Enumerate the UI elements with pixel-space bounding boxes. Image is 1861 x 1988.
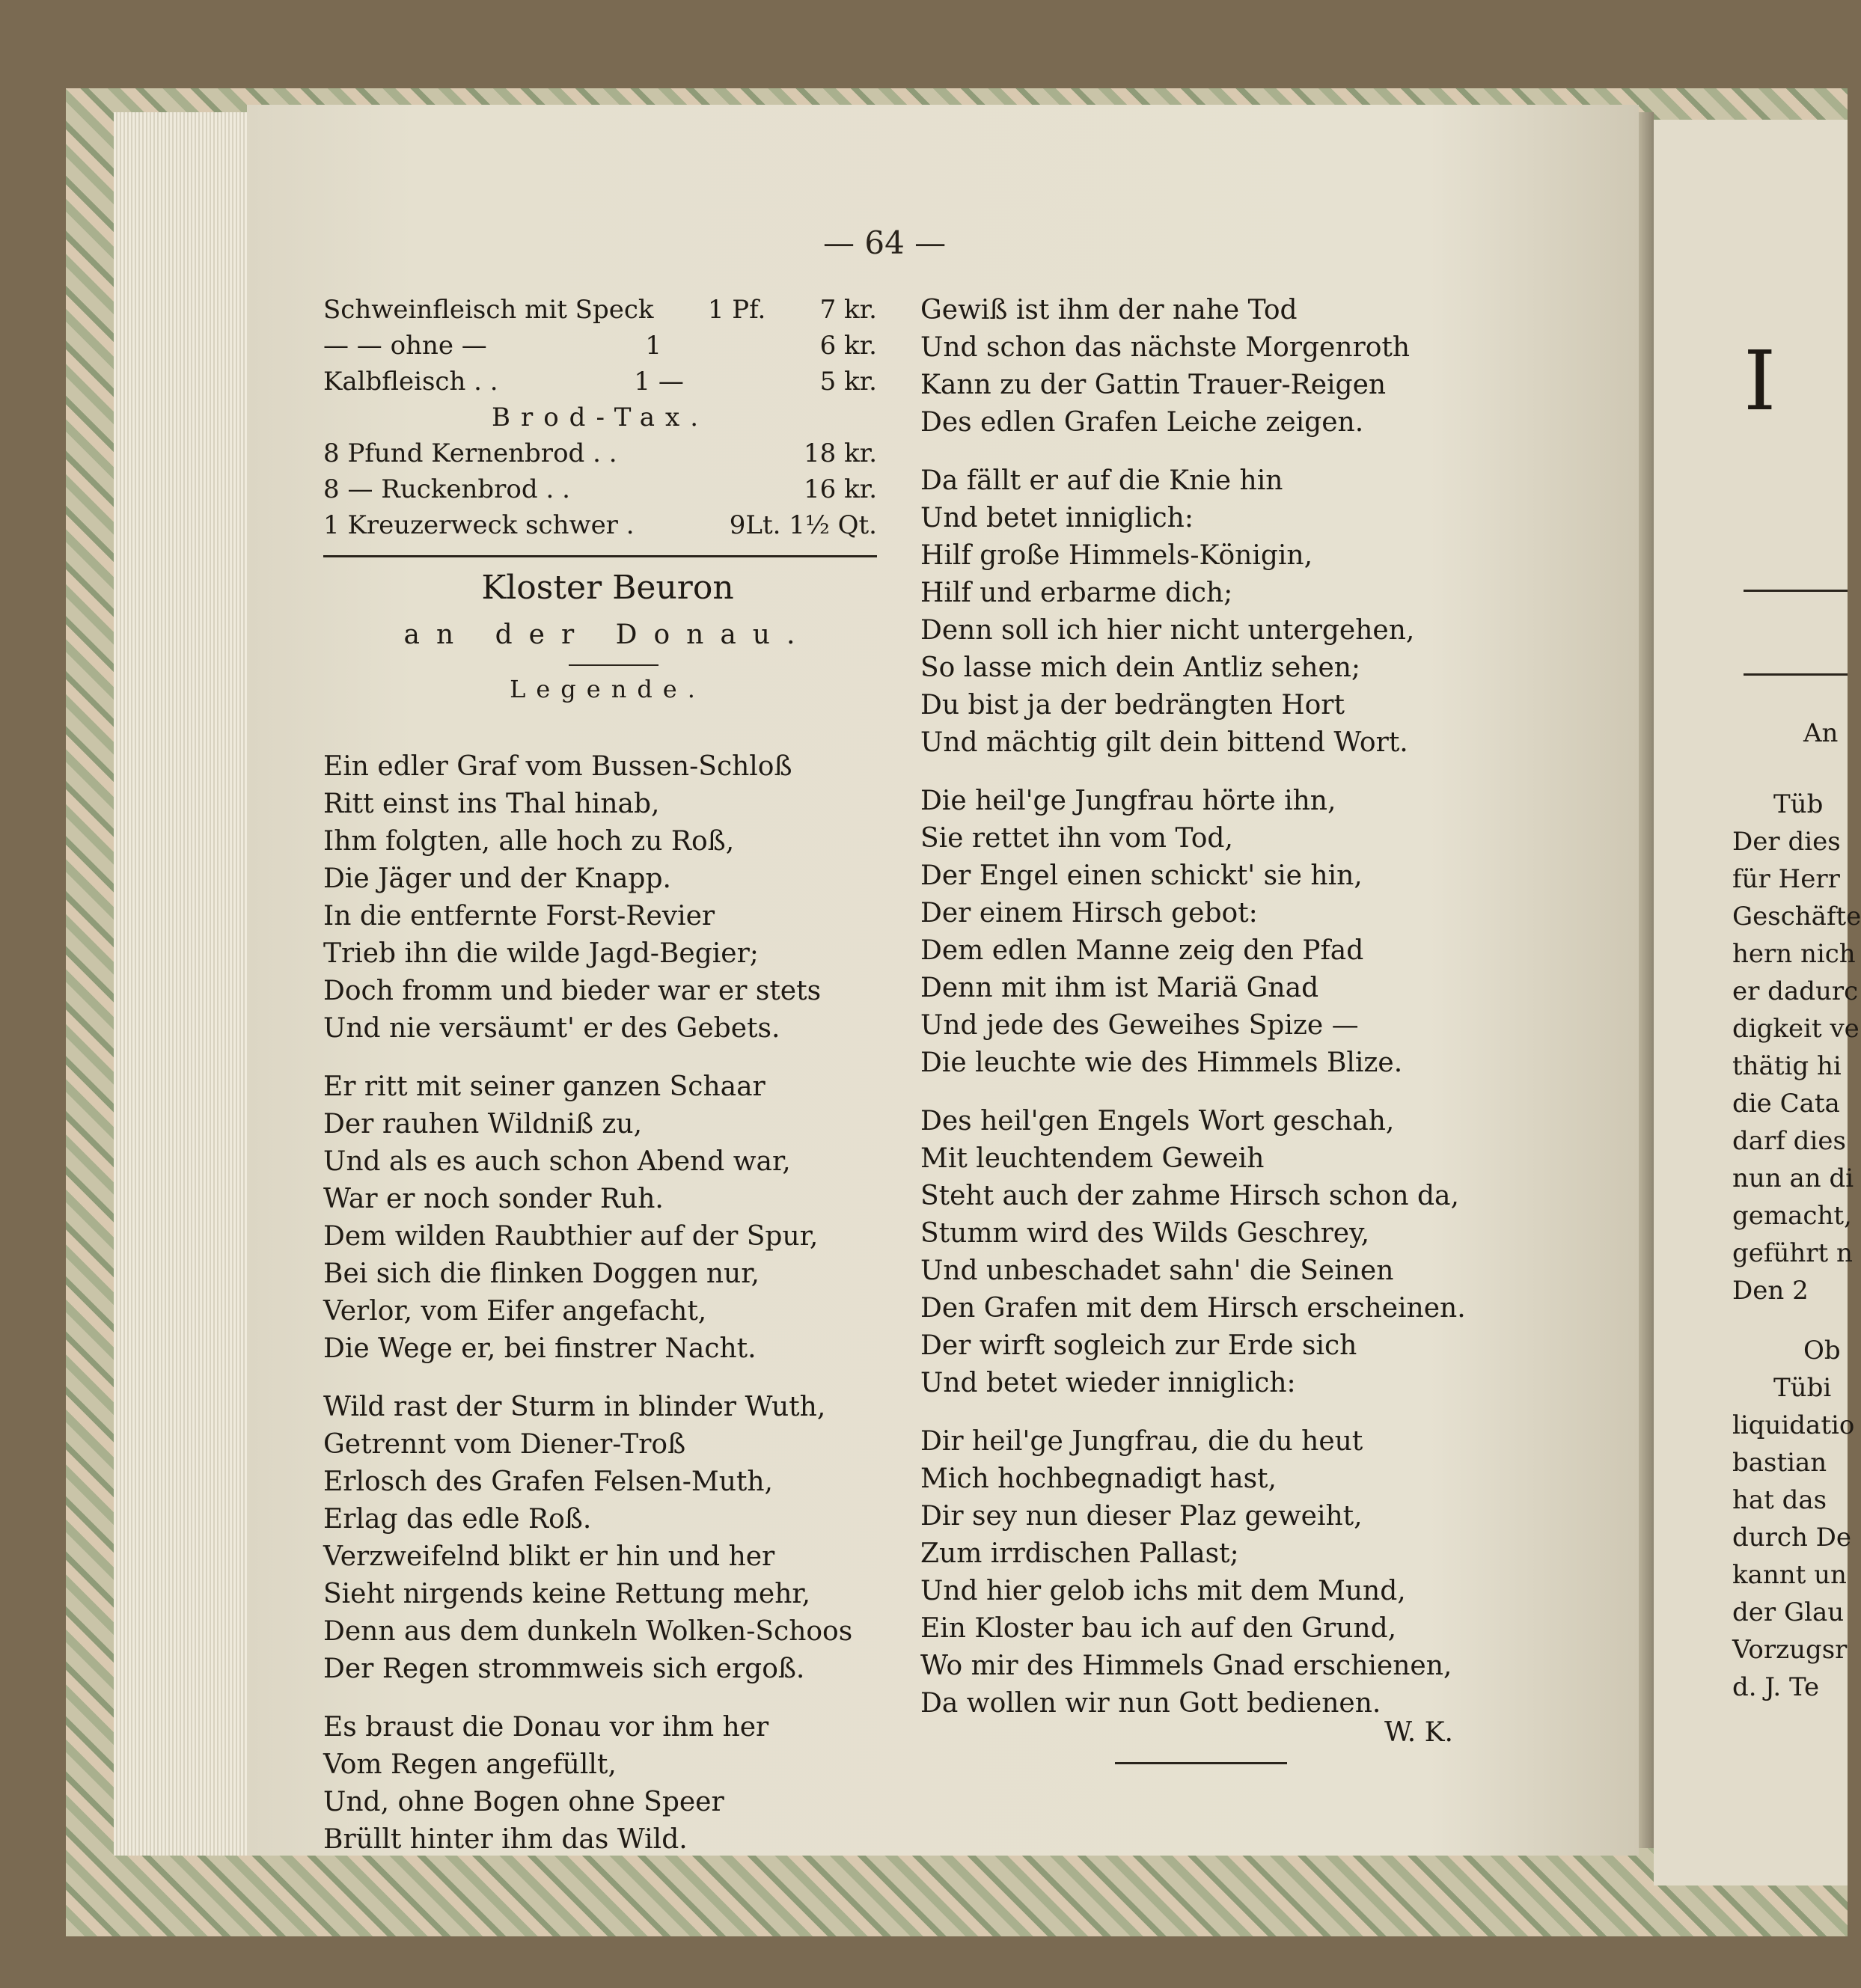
poem-genre: Legende. (510, 675, 706, 703)
verse-line: Der einem Hirsch gebot: (920, 898, 1258, 929)
verse-line: Der Engel einen schickt' sie hin, (920, 860, 1363, 891)
right-page-line: liquidatio (1732, 1410, 1855, 1440)
price-item: Kalbfleisch . . (323, 367, 498, 397)
verse-line: Des edlen Grafen Leiche zeigen. (920, 407, 1364, 438)
verse-line: Erlosch des Grafen Felsen-Muth, (323, 1466, 773, 1497)
book-gutter (1639, 112, 1654, 1848)
verse-line: Und schon das nächste Morgenroth (920, 332, 1411, 363)
bread-price: 18 kr. (804, 438, 877, 468)
right-page-line: er dadurc (1732, 976, 1859, 1006)
right-page-line: Ob (1803, 1336, 1841, 1365)
verse-line: Denn soll ich hier nicht untergehen, (920, 615, 1415, 646)
verse-line: Hilf und erbarme dich; (920, 578, 1233, 608)
right-page-line: für Herr (1732, 864, 1840, 894)
right-page-line: durch De (1732, 1523, 1852, 1553)
verse-line: Der Regen strommweis sich ergoß. (323, 1654, 805, 1684)
price-qty: 1 — (634, 367, 684, 397)
right-page-line: nun an di (1732, 1163, 1854, 1193)
title-rule (569, 664, 658, 666)
price-table (323, 292, 877, 543)
bread-price: 9Lt. 1½ Qt. (729, 510, 877, 540)
verse-line: In die entfernte Forst-Revier (323, 901, 715, 932)
verse-line: Ihm folgten, alle hoch zu Roß, (323, 826, 735, 857)
price-qty: 1 Pf. (707, 295, 766, 325)
verse-line: Und betet inniglich: (920, 503, 1194, 533)
verse-line: Es braust die Donau vor ihm her (323, 1712, 769, 1743)
verse-line: Denn aus dem dunkeln Wolken-Schoos (323, 1616, 853, 1647)
verse-line: Steht auch der zahme Hirsch schon da, (920, 1181, 1459, 1211)
right-page-rule (1744, 673, 1848, 676)
right-page-line: Tüb (1773, 789, 1824, 819)
page-number: — 64 — (823, 224, 947, 261)
verse-line: Brüllt hinter ihm das Wild. (323, 1824, 688, 1855)
verse-line: Und betet wieder inniglich: (920, 1368, 1296, 1398)
author-signature: W. K. (1384, 1717, 1453, 1748)
right-page-line: bastian (1732, 1448, 1827, 1478)
verse-line: Dem wilden Raubthier auf der Spur, (323, 1221, 819, 1252)
verse-line: Die heil'ge Jungfrau hörte ihn, (920, 786, 1336, 816)
bread-item: 1 Kreuzerweck schwer . (323, 510, 635, 540)
right-page-line: hat das (1732, 1485, 1827, 1515)
right-page-line: Tübi (1773, 1373, 1832, 1403)
verse-line: Und jede des Geweihes Spize — (920, 1010, 1359, 1041)
bread-row (323, 471, 877, 507)
verse-line: Er ritt mit seiner ganzen Schaar (323, 1071, 766, 1102)
verse-line: War er noch sonder Ruh. (323, 1184, 664, 1214)
right-page-line: geführt n (1732, 1238, 1853, 1268)
verse-line: Vom Regen angefüllt, (323, 1749, 617, 1780)
verse-line: Dir heil'ge Jungfrau, die du heut (920, 1426, 1363, 1457)
verse-line: Bei sich die flinken Doggen nur, (323, 1258, 760, 1289)
right-page-line: thätig hi (1732, 1051, 1842, 1081)
verse-line: Und hier gelob ichs mit dem Mund, (920, 1576, 1406, 1606)
verse-line: Trieb ihn die wilde Jagd-Begier; (323, 938, 759, 969)
verse-line: So lasse mich dein Antliz sehen; (920, 652, 1361, 683)
verse-line: Verlor, vom Eifer angefacht, (323, 1296, 707, 1327)
price-row (323, 328, 877, 364)
verse-line: Mich hochbegnadigt hast, (920, 1464, 1277, 1494)
right-page-line: die Cata (1732, 1089, 1840, 1119)
verse-line: Der wirft sogleich zur Erde sich (920, 1330, 1357, 1361)
price-value: 7 kr. (819, 295, 877, 325)
verse-line: Da fällt er auf die Knie hin (920, 465, 1283, 496)
verse-line: Und als es auch schon Abend war, (323, 1146, 791, 1177)
verse-line: Des heil'gen Engels Wort geschah, (920, 1106, 1395, 1137)
bread-row (323, 435, 877, 471)
right-page-line: Der dies (1732, 827, 1841, 857)
verse-line: Ritt einst ins Thal hinab, (323, 789, 660, 819)
verse-line: Hilf große Himmels-Königin, (920, 540, 1313, 571)
right-page-rule (1744, 590, 1848, 592)
right-page-line: der Glau (1732, 1597, 1845, 1627)
verse-line: Dir sey nun dieser Plaz geweiht, (920, 1501, 1363, 1532)
verse-line: Sie rettet ihn vom Tod, (920, 823, 1233, 854)
left-column (323, 748, 892, 1859)
verse-line: Zum irrdischen Pallast; (920, 1538, 1239, 1569)
price-qty: 1 (645, 331, 662, 361)
verse-line: Und mächtig gilt dein bittend Wort. (920, 727, 1408, 758)
divider-rule (323, 555, 877, 557)
price-value: 6 kr. (819, 331, 877, 361)
right-page-line: darf dies (1732, 1126, 1846, 1156)
price-row (323, 292, 877, 328)
verse-line: Erlag das edle Roß. (323, 1504, 592, 1535)
price-row (323, 364, 877, 400)
verse-line: Der rauhen Wildniß zu, (323, 1109, 643, 1140)
right-page-line: Den 2 (1732, 1276, 1809, 1306)
verse-line: Sieht nirgends keine Rettung mehr, (323, 1579, 811, 1609)
right-page-line: Vorzugsr (1732, 1635, 1848, 1665)
right-column (920, 292, 1466, 1722)
page-edges (114, 112, 257, 1856)
verse-line: Die leuchte wie des Himmels Blize. (920, 1047, 1403, 1078)
right-page-line: gemacht, (1732, 1201, 1852, 1231)
right-page-line: Geschäfte (1732, 902, 1861, 932)
verse-line: Stumm wird des Wilds Geschrey, (920, 1218, 1370, 1249)
verse-line: Gewiß ist ihm der nahe Tod (920, 295, 1298, 325)
price-subheading: Brod-Tax. (491, 403, 709, 432)
price-item: Schweinfleisch mit Speck (323, 295, 654, 325)
verse-line: Getrennt vom Diener-Troß (323, 1429, 686, 1460)
price-item: — — ohne — (323, 331, 487, 361)
end-rule (1115, 1762, 1287, 1764)
bread-item: 8 Pfund Kernenbrod . . (323, 438, 617, 468)
verse-line: Da wollen wir nun Gott bedienen. (920, 1688, 1381, 1719)
bread-row (323, 507, 877, 543)
verse-line: Mit leuchtendem Geweih (920, 1143, 1265, 1174)
verse-line: Und unbeschadet sahn' die Seinen (920, 1256, 1394, 1286)
verse-line: Wild rast der Sturm in blinder Wuth, (323, 1392, 826, 1422)
right-page-line: kannt un (1732, 1560, 1847, 1590)
verse-line: Und nie versäumt' er des Gebets. (323, 1013, 780, 1044)
verse-line: Denn mit ihm ist Mariä Gnad (920, 973, 1319, 1003)
right-page-line: d. J. Te (1732, 1672, 1820, 1702)
price-value: 5 kr. (819, 367, 877, 397)
right-page-line: digkeit ve (1732, 1014, 1860, 1044)
verse-line: Und, ohne Bogen ohne Speer (323, 1787, 724, 1817)
verse-line: Kann zu der Gattin Trauer-Reigen (920, 370, 1387, 400)
verse-line: Du bist ja der bedrängten Hort (920, 690, 1345, 721)
bread-item: 8 — Ruckenbrod . . (323, 474, 570, 504)
right-page-line: hern nich (1732, 939, 1856, 969)
poem-title: Kloster Beuron (481, 569, 734, 607)
verse-line: Dem edlen Manne zeig den Pfad (920, 935, 1364, 966)
right-page-line: An (1803, 718, 1839, 748)
verse-line: Ein edler Graf vom Bussen-Schloß (323, 751, 792, 782)
verse-line: Verzweifelnd blikt er hin und her (323, 1541, 775, 1572)
verse-line: Doch fromm und bieder war er stets (323, 976, 822, 1006)
verse-line: Den Grafen mit dem Hirsch erscheinen. (920, 1293, 1466, 1324)
verse-line: Ein Kloster bau ich auf den Grund, (920, 1613, 1397, 1644)
verse-line: Die Wege er, bei finstrer Nacht. (323, 1333, 757, 1364)
poem-subtitle: an der Donau. (403, 620, 812, 650)
verse-line: Wo mir des Himmels Gnad erschienen, (920, 1651, 1452, 1681)
bread-price: 16 kr. (804, 474, 877, 504)
verse-line: Die Jäger und der Knapp. (323, 863, 671, 894)
right-page-initial: I (1744, 333, 1776, 429)
